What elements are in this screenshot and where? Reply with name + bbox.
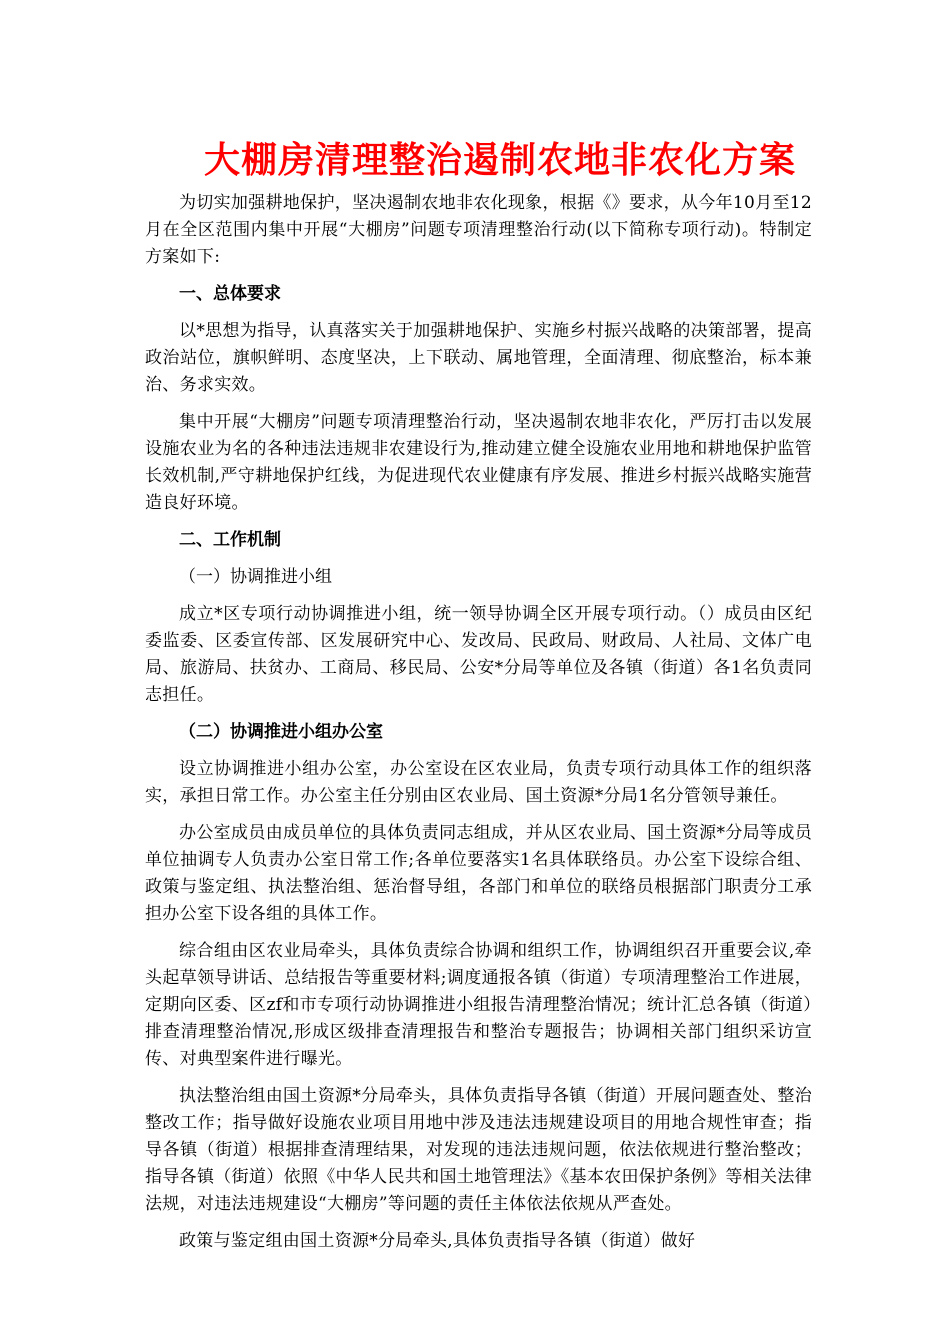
paragraph: 设立协调推进小组办公室，办公室设在区农业局，负责专项行动具体工作的组织落实，承担日常工作。办公室主任分别由区农业局、国土资源*分局1名分管领导兼任。 <box>145 759 812 806</box>
paragraph: 政策与鉴定组由国土资源*分局牵头,具体负责指导各镇（街道）做好 <box>179 1231 696 1251</box>
paragraph: 集中开展“大棚房”问题专项清理整治行动，坚决遏制农地非农化，严厉打击以发展设施农业为名的各种违法违规非农建设行为,推动建立健全设施农业用地和耕地保护监管长效机制,严守耕地保护红线，为促进现代农业健康有序发展、推进乡村振兴战略实施营造良好环境。 <box>145 412 812 513</box>
paragraph: 以*思想为指导，认真落实关于加强耕地保护、实施乡村振兴战略的决策部署，提高政治站位，旗帜鲜明、态度坚决，上下联动、属地管理，全面清理、彻底整治，标本兼治、务求实效。 <box>145 321 812 395</box>
subheading-coordination-office: （二）协调推进小组办公室 <box>179 722 383 742</box>
intro-paragraph: 为切实加强耕地保护，坚决遏制农地非农化现象，根据《》要求，从今年10月至12月在全区范围内集中开展“大棚房”问题专项清理整治行动(以下简称专项行动)。特制定方案如下: <box>145 193 812 267</box>
paragraph: 办公室成员由成员单位的具体负责同志组成，并从区农业局、国土资源*分局等成员单位抽调专人负责办公室日常工作;各单位要落实1名具体联络员。办公室下设综合组、政策与鉴定组、执法整治组、惩治督导组，各部门和单位的联络员根据部门职责分工承担办公室下设各组的具体工作。 <box>145 823 812 924</box>
document-title: 大棚房清理整治遏制农地非农化方案 <box>203 139 796 181</box>
paragraph: 执法整治组由国土资源*分局牵头，具体负责指导各镇（街道）开展问题查处、整治整改工作；指导做好设施农业项目用地中涉及违法违规建设项目的用地合规性审查；指导各镇（街道）根据排查清理结果，对发现的违法违规问题，依法依规进行整治整改；指导各镇（街道）依照《中华人民共和国土地管理法》《基本农田保护条例》等相关法律法规，对违法违规建设“大棚房”等问题的责任主体依法依规从严查处。 <box>145 1086 812 1214</box>
section-heading-work-mechanism: 二、工作机制 <box>179 530 281 550</box>
paragraph: 综合组由区农业局牵头，具体负责综合协调和组织工作，协调组织召开重要会议,牵头起草领导讲话、总结报告等重要材料;调度通报各镇（街道）专项清理整治工作进展，定期向区委、区zf和市专项行动协调推进小组报告清理整治情况；统计汇总各镇（街道）排查清理整治情况,形成区级排查清理报告和整治专题报告；协调相关部门组织采访宣传、对典型案件进行曝光。 <box>145 941 812 1069</box>
paragraph: 成立*区专项行动协调推进小组，统一领导协调全区开展专项行动。（）成员由区纪委监委、区委宣传部、区发展研究中心、发改局、民政局、财政局、人社局、文体广电局、旅游局、扶贫办、工商局、移民局、公安*分局等单位及各镇（街道）各1名负责同志担任。 <box>145 604 812 705</box>
section-heading-general-requirements: 一、总体要求 <box>179 284 281 304</box>
document-body <box>145 190 812 1265</box>
subheading-coordination-group: （一）协调推进小组 <box>179 567 332 587</box>
